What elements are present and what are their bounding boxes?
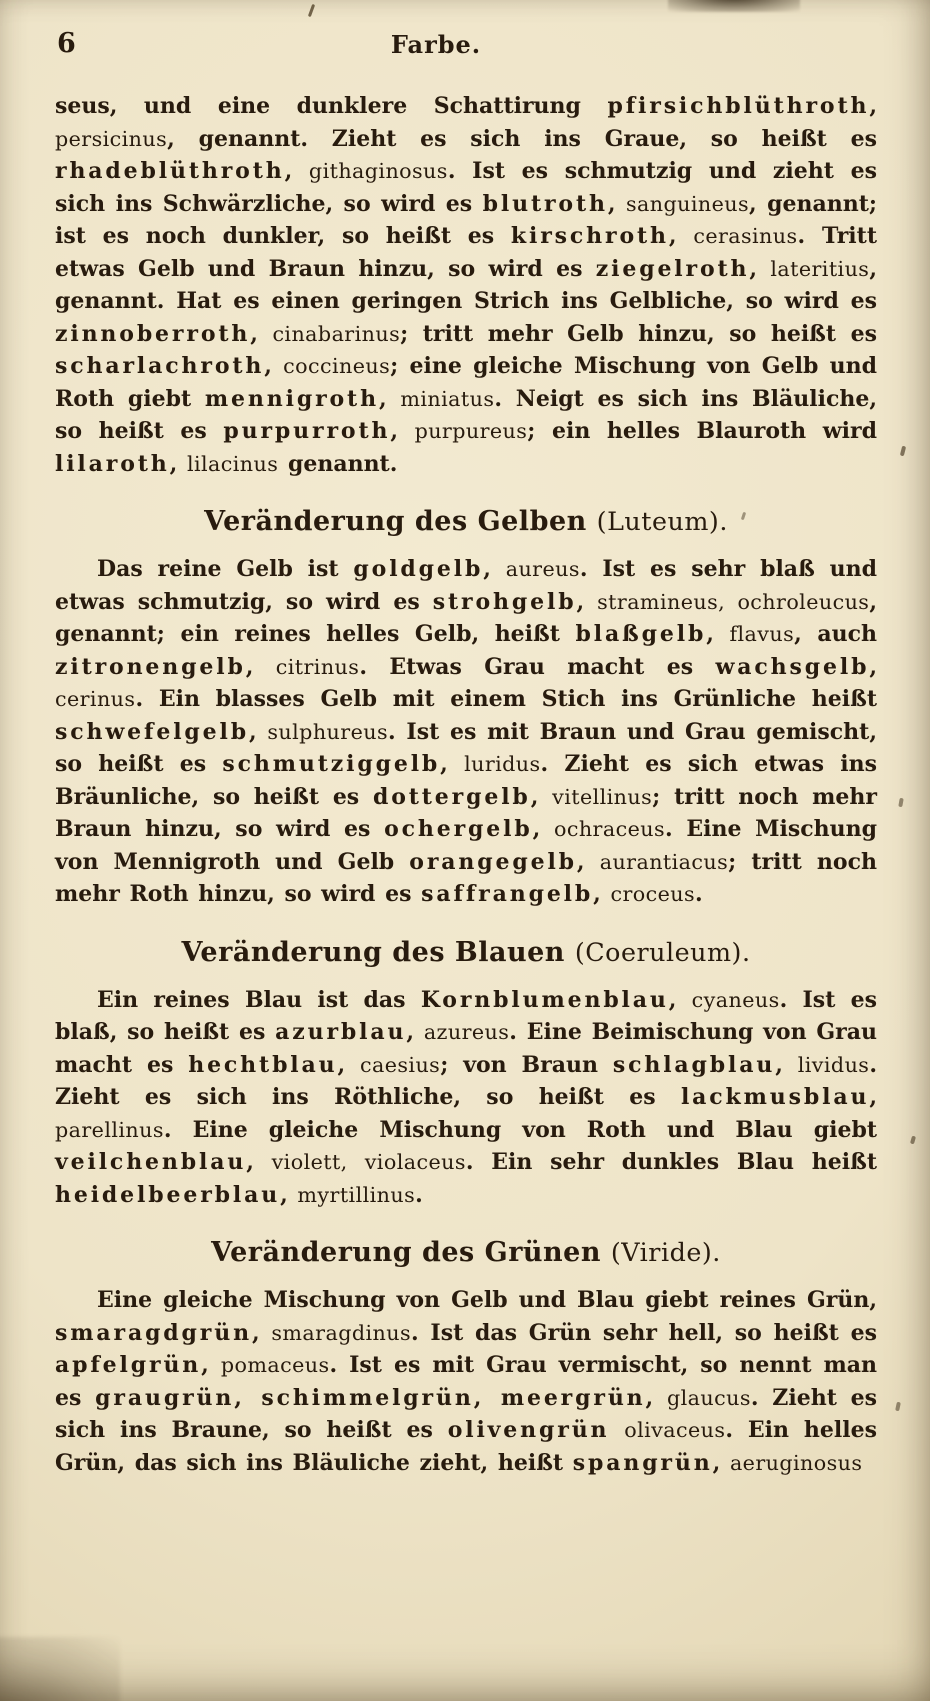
latin-term: citrinus	[275, 654, 360, 679]
body-text: ,	[201, 1352, 221, 1378]
body-text: . Ist es schmutzig und zieht es sich ins Schwärzliche, so wird es	[55, 158, 877, 217]
body-text: ; von Braun	[440, 1051, 613, 1078]
body-text: . Ein sehr dunkles Blau heißt	[465, 1149, 877, 1175]
heading-yellow-section	[55, 506, 877, 537]
body-text: ,	[576, 848, 600, 875]
body-text: genannt.	[278, 450, 398, 477]
body-text: , genannt. Zieht es sich ins Graue, so heißt es	[167, 125, 877, 152]
emphasized-color-term: wachsgelb	[715, 653, 870, 680]
body-text: Ein reines Blau ist das	[97, 986, 421, 1013]
body-text: ,	[869, 653, 877, 680]
latin-term: purpureus	[414, 419, 528, 443]
scan-speck	[898, 798, 904, 808]
latin-term: cyaneus	[691, 987, 780, 1012]
page-number: 6	[57, 28, 76, 59]
body-text: Das reine Gelb ist	[97, 556, 354, 582]
emphasized-color-term: orangegelb	[409, 848, 577, 875]
latin-term: sanguineus	[625, 191, 749, 216]
latin-term: stramineus, ochroleucus	[597, 589, 870, 614]
body-text: ,	[869, 1084, 877, 1110]
latin-term: croceus	[610, 882, 696, 906]
body-text: . Eine Mischung von Mennigroth und Gelb	[55, 816, 877, 875]
emphasized-color-term: hechtblau	[188, 1051, 338, 1078]
latin-term: vitellinus	[552, 784, 653, 809]
paragraph-green-variants	[55, 1284, 877, 1479]
emphasized-color-term: Kornblumenblau	[420, 986, 669, 1013]
latin-term: caesius	[360, 1052, 441, 1077]
latin-term: cerinus	[55, 687, 136, 711]
latin-term: violett, violaceus	[271, 1150, 466, 1174]
body-text: . Ist es blaß, so heißt es	[55, 986, 877, 1045]
emphasized-color-term: scharlachroth	[55, 353, 265, 379]
body-text: . Ist es sehr blaß und etwas schmutzig, so wird es	[55, 556, 877, 615]
emphasized-color-term: heidelbeerblau	[55, 1181, 281, 1208]
body-text: ,	[280, 1181, 298, 1208]
scan-smudge-corner	[0, 1637, 120, 1701]
body-text: ,	[593, 881, 611, 907]
scan-smudge-top	[668, 0, 800, 12]
emphasized-color-term: strohgelb	[432, 588, 577, 615]
page-header	[55, 28, 877, 66]
scan-speck	[900, 446, 906, 457]
latin-term: cerasinus	[693, 224, 798, 248]
emphasized-color-term: lackmusblau	[680, 1084, 870, 1110]
body-text: ,	[440, 751, 465, 777]
latin-term: sulphureus	[267, 719, 388, 744]
emphasized-color-term: smaragdgrün	[55, 1319, 252, 1346]
emphasized-color-term: apfelgrün	[55, 1352, 202, 1378]
latin-term: olivaceus	[624, 1418, 726, 1442]
latin-term: aeruginosus	[729, 1450, 863, 1475]
latin-term: flavus	[729, 622, 795, 646]
body-text: ,	[251, 1319, 272, 1346]
heading-green-section	[55, 1237, 877, 1268]
body-text: ,	[530, 783, 553, 810]
body-text: . Zieht es sich ins Röthliche, so heißt es	[55, 1051, 877, 1110]
paragraph-red-variants	[55, 90, 877, 480]
body-text: ,	[712, 1449, 730, 1476]
latin-term: lilacinus	[186, 451, 279, 476]
emphasized-color-term: pfirsichblüthroth	[607, 93, 870, 119]
emphasized-color-term: azurblau	[275, 1019, 407, 1045]
body-text: . Ein helles Grün, das sich ins Bläuliche zieht, heißt	[55, 1417, 877, 1476]
running-title: Farbe.	[390, 30, 482, 59]
emphasized-color-term: spangrün	[572, 1449, 713, 1476]
emphasized-color-term: schwefelgelb	[55, 718, 249, 745]
latin-term: cinabarinus	[272, 321, 401, 346]
latin-term: pomaceus	[220, 1353, 330, 1377]
emphasized-color-term: schmutziggelb	[222, 751, 441, 777]
emphasized-color-term: zinnoberroth	[55, 320, 251, 347]
body-text: Veränderung des Gelben	[204, 506, 597, 537]
body-text: ; tritt noch mehr Braun hinzu, so wird es	[55, 783, 877, 842]
body-text: , genannt; ein reines helles Gelb, heißt	[55, 588, 877, 647]
body-text: ,	[532, 816, 554, 842]
body-text: ,	[337, 1051, 361, 1078]
body-text: ,	[264, 353, 284, 379]
emphasized-color-term: dottergelb	[372, 783, 531, 810]
body-text: ,	[576, 588, 598, 615]
heading-blue-section	[55, 937, 877, 968]
body-text: ; eine gleiche Mischung von Gelb und Roth giebt	[55, 353, 877, 412]
body-text: . Eine Beimischung von Grau macht es	[55, 1019, 877, 1078]
emphasized-color-term: rhadeblüthroth	[55, 158, 285, 184]
body-text: ,	[248, 718, 268, 745]
emphasized-color-term: purpurroth	[223, 418, 391, 444]
latin-term: (Coeruleum).	[574, 936, 751, 967]
body-text: . Ein blasses Gelb mit einem Stich ins Grünliche heißt	[135, 686, 877, 712]
emphasized-color-term: olivengrün	[447, 1417, 610, 1443]
body-text: , genannt; ist es noch dunkler, so heißt es	[55, 190, 878, 249]
body-text: . Ist das Grün sehr hell, so heißt es	[411, 1319, 877, 1346]
body-text: ; tritt mehr Gelb hinzu, so heißt es	[400, 320, 877, 347]
body-text: , auch	[794, 621, 877, 647]
latin-term: (Viride).	[610, 1237, 721, 1267]
latin-term: smaragdinus	[271, 1320, 411, 1345]
body-text: . Ist es mit Grau vermischt, so nennt man es	[55, 1352, 877, 1411]
latin-term: coccineus	[283, 354, 391, 378]
emphasized-color-term: zitronengelb	[55, 653, 246, 680]
latin-term: parellinus	[55, 1117, 164, 1142]
body-text: ,	[245, 653, 276, 680]
scan-speck	[910, 1136, 916, 1145]
emphasized-color-term: veilchenblau	[55, 1149, 247, 1175]
body-text: . Etwas Grau macht es	[359, 653, 716, 680]
body-text: ,	[246, 1149, 272, 1175]
body-text: . Zieht es sich ins Braune, so heißt es	[55, 1384, 877, 1443]
body-text: ; tritt noch mehr Roth hinzu, so wird es	[55, 848, 877, 907]
body-text: ,	[378, 385, 401, 412]
latin-term: ochraceus	[553, 817, 665, 841]
emphasized-color-term: ziegelroth	[595, 255, 750, 282]
body-text: ,	[668, 986, 692, 1013]
page-content	[55, 28, 877, 1479]
emphasized-color-term: schlagblau	[612, 1051, 776, 1078]
emphasized-color-term: blaßgelb	[575, 621, 707, 647]
scan-speck	[895, 1402, 901, 1412]
body-text: ,	[645, 1384, 667, 1411]
body-text: ,	[668, 223, 694, 249]
body-text: ,	[706, 621, 730, 647]
body-text: Veränderung des Grünen	[211, 1237, 611, 1268]
latin-term: aurantiacus	[599, 849, 729, 874]
body-text: Veränderung des Blauen	[181, 936, 575, 968]
paragraph-yellow-variants	[55, 553, 877, 911]
body-text: seus, und eine dunklere Schattirung	[55, 93, 608, 119]
body-text	[609, 1417, 624, 1443]
body-text: . Neigt es sich ins Bläuliche, so heißt es	[55, 385, 878, 444]
emphasized-color-term: lilaroth	[55, 450, 170, 477]
body-text: . Zieht es sich etwas ins Bräunliche, so heißt es	[55, 751, 877, 810]
emphasized-color-term: blutroth	[482, 190, 608, 217]
emphasized-color-term: kirschroth	[510, 223, 669, 249]
body-text: ,	[284, 158, 309, 184]
latin-term: aureus	[505, 557, 580, 581]
emphasized-color-term: goldgelb	[353, 556, 484, 582]
body-text: ,	[406, 1019, 424, 1045]
latin-term: lateritius	[770, 256, 870, 281]
latin-term: githaginosus	[308, 159, 448, 183]
latin-term: azureus	[423, 1020, 510, 1044]
body-text: ,	[775, 1051, 798, 1078]
body-text: Eine gleiche Mischung von Gelb und Blau giebt reines Grün,	[97, 1287, 877, 1313]
body-text: ; ein helles Blauroth wird	[527, 418, 877, 444]
paragraph-blue-variants	[55, 984, 877, 1212]
latin-term: glaucus	[666, 1385, 751, 1410]
body-text: .	[695, 881, 703, 907]
body-text: .	[415, 1181, 423, 1208]
latin-term: (Luteum).	[596, 506, 728, 536]
latin-term: myrtillinus	[297, 1182, 416, 1207]
emphasized-color-term: saffrangelb	[421, 881, 594, 907]
latin-term: miniatus	[400, 386, 495, 411]
emphasized-color-term: mennigroth	[204, 385, 379, 412]
scan-speck	[308, 4, 315, 17]
body-text: . Ist es mit Braun und Grau gemischt, so heißt es	[55, 718, 877, 777]
body-text: ,	[390, 418, 415, 444]
body-text: ,	[749, 255, 771, 282]
body-text: ,	[869, 93, 877, 119]
body-text: . Tritt etwas Gelb und Braun hinzu, so wird es	[55, 223, 877, 282]
body-text: ,	[250, 320, 273, 347]
emphasized-color-term: ochergelb	[384, 816, 533, 842]
latin-term: luridus	[464, 752, 541, 776]
body-text: ,	[483, 556, 506, 582]
body-text: ,	[607, 190, 626, 217]
latin-term: lividus	[797, 1052, 870, 1077]
body-text: ,	[169, 450, 187, 477]
emphasized-color-term: graugrün, schimmelgrün, meergrün	[95, 1384, 646, 1411]
body-text: . Eine gleiche Mischung von Roth und Blau giebt	[163, 1116, 877, 1143]
body-text: , genannt. Hat es einen geringen Strich ins Gelbliche, so wird es	[55, 255, 877, 314]
latin-term: persicinus	[55, 126, 168, 151]
